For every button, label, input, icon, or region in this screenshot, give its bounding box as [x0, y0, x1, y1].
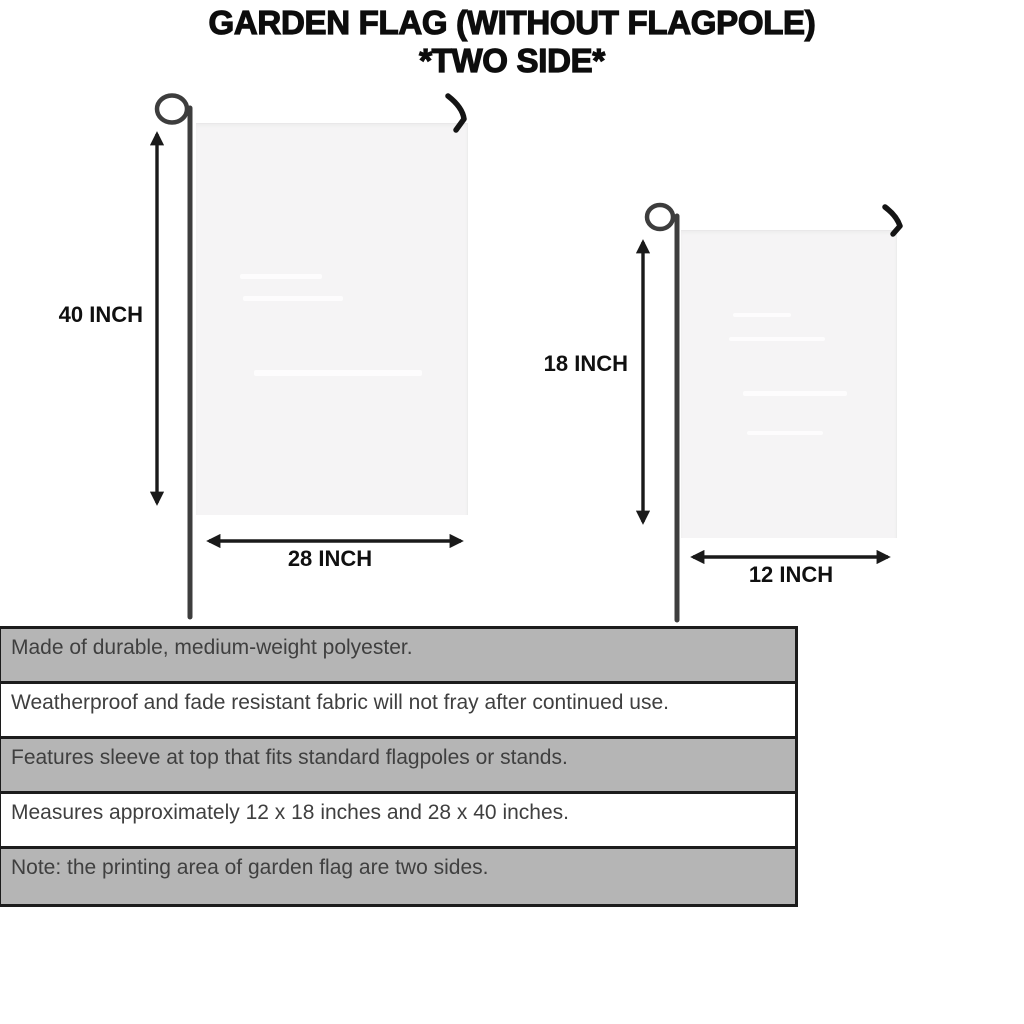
feature-row [1, 849, 795, 904]
feature-text: Features sleeve at top that fits standard flagpoles or stands. [11, 746, 568, 769]
small-pole-hook-icon [885, 207, 900, 234]
large-width-label: 28 INCH [287, 546, 373, 571]
page-title: GARDEN FLAG (WITHOUT FLAGPOLE) [208, 4, 816, 41]
feature-row [1, 629, 795, 684]
small-height-label: 18 INCH [543, 351, 628, 376]
small-pole-loop-icon [647, 205, 673, 229]
feature-row [1, 794, 795, 849]
large-pole-loop-icon [157, 96, 187, 123]
large-pole-hook-icon [448, 96, 464, 130]
feature-text: Weatherproof and fade resistant fabric will not fray after continued use. [11, 691, 669, 714]
feature-table [0, 626, 798, 907]
page-subtitle: *TWO SIDE* [419, 42, 605, 79]
feature-row [1, 684, 795, 739]
small-width-label: 12 INCH [748, 562, 834, 587]
large-height-label: 40 INCH [58, 302, 143, 327]
feature-text: Note: the printing area of garden flag are two sides. [11, 856, 489, 879]
feature-text: Measures approximately 12 x 18 inches and 28 x 40 inches. [11, 801, 569, 824]
feature-text: Made of durable, medium-weight polyester. [11, 636, 413, 659]
feature-row [1, 739, 795, 794]
